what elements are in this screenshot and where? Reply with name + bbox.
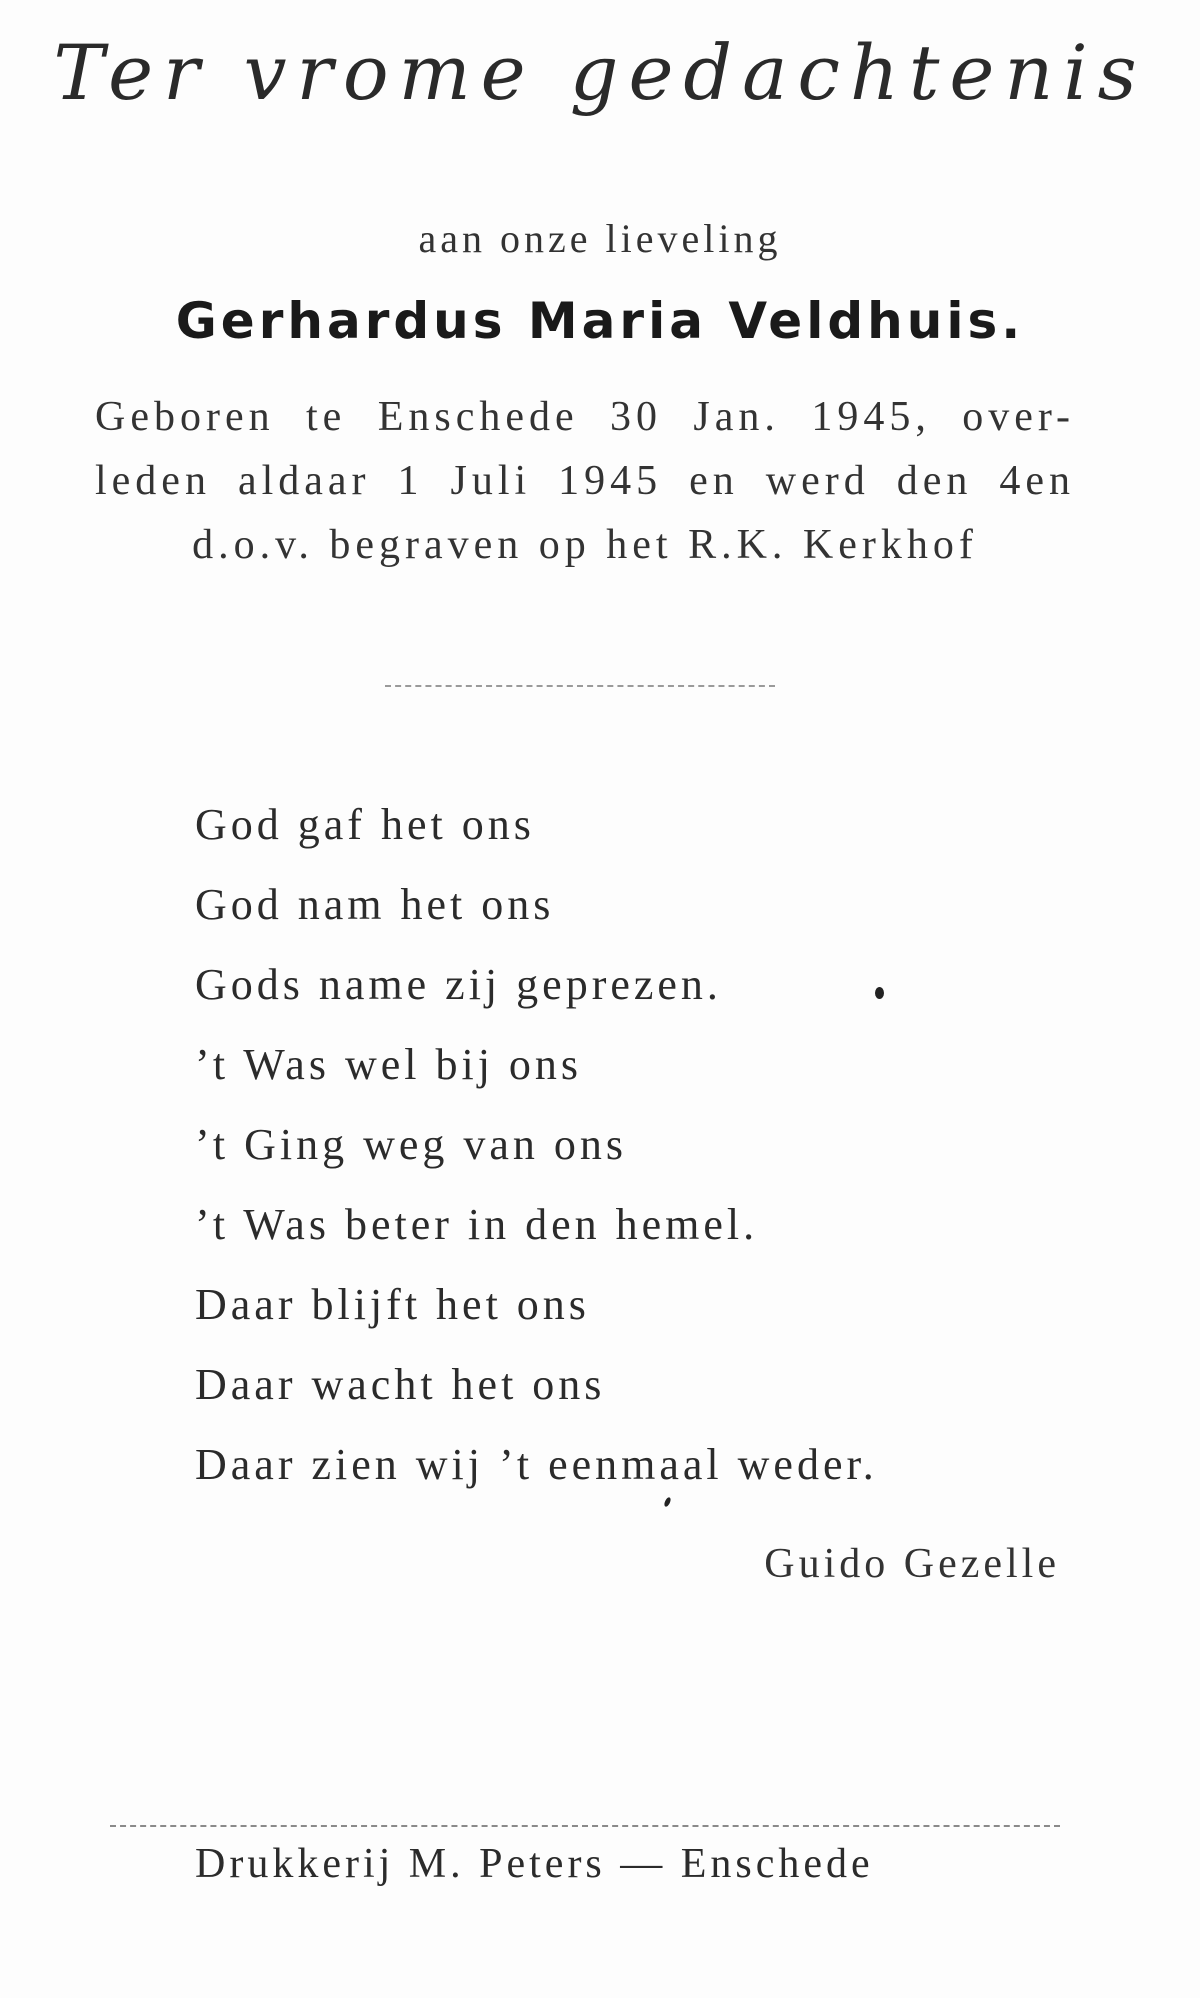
printer-credit: Drukkerij M. Peters — Enschede	[195, 1841, 874, 1887]
card-subtitle: aan onze lieveling	[418, 216, 782, 261]
bio-line-1: Geboren te Enschede 30 Jan. 1945, over-	[95, 394, 1075, 440]
poem-line-5: ’t Ging weg van ons	[195, 1120, 628, 1169]
card-title: Ter vrome gedachtenis	[53, 28, 1147, 117]
bio-line-3: d.o.v. begraven op het R.K. Kerkhof	[192, 522, 978, 568]
deceased-name: Gerhardus Maria Veldhuis.	[175, 292, 1025, 350]
poem-line-7: Daar blijft het ons	[195, 1280, 590, 1329]
ink-speck	[875, 987, 884, 999]
poem-line-2: God nam het ons	[195, 880, 555, 929]
poem-line-8: Daar wacht het ons	[195, 1360, 606, 1409]
poem-line-4: ’t Was wel bij ons	[195, 1040, 583, 1089]
poem-line-9: Daar zien wij ’t eenmaal weder.	[195, 1440, 878, 1489]
bio-line-2: leden aldaar 1 Juli 1945 en werd den 4en	[95, 458, 1075, 504]
footer-divider	[110, 1825, 1060, 1827]
biography-text	[95, 385, 1075, 577]
poem	[195, 785, 995, 1505]
poem-line-3: Gods name zij geprezen.	[195, 960, 722, 1009]
poem-line-6: ’t Was beter in den hemel.	[195, 1200, 759, 1249]
section-divider	[385, 685, 775, 687]
poem-line-1: God gaf het ons	[195, 800, 535, 849]
poem-author: Guido Gezelle	[764, 1541, 1060, 1587]
